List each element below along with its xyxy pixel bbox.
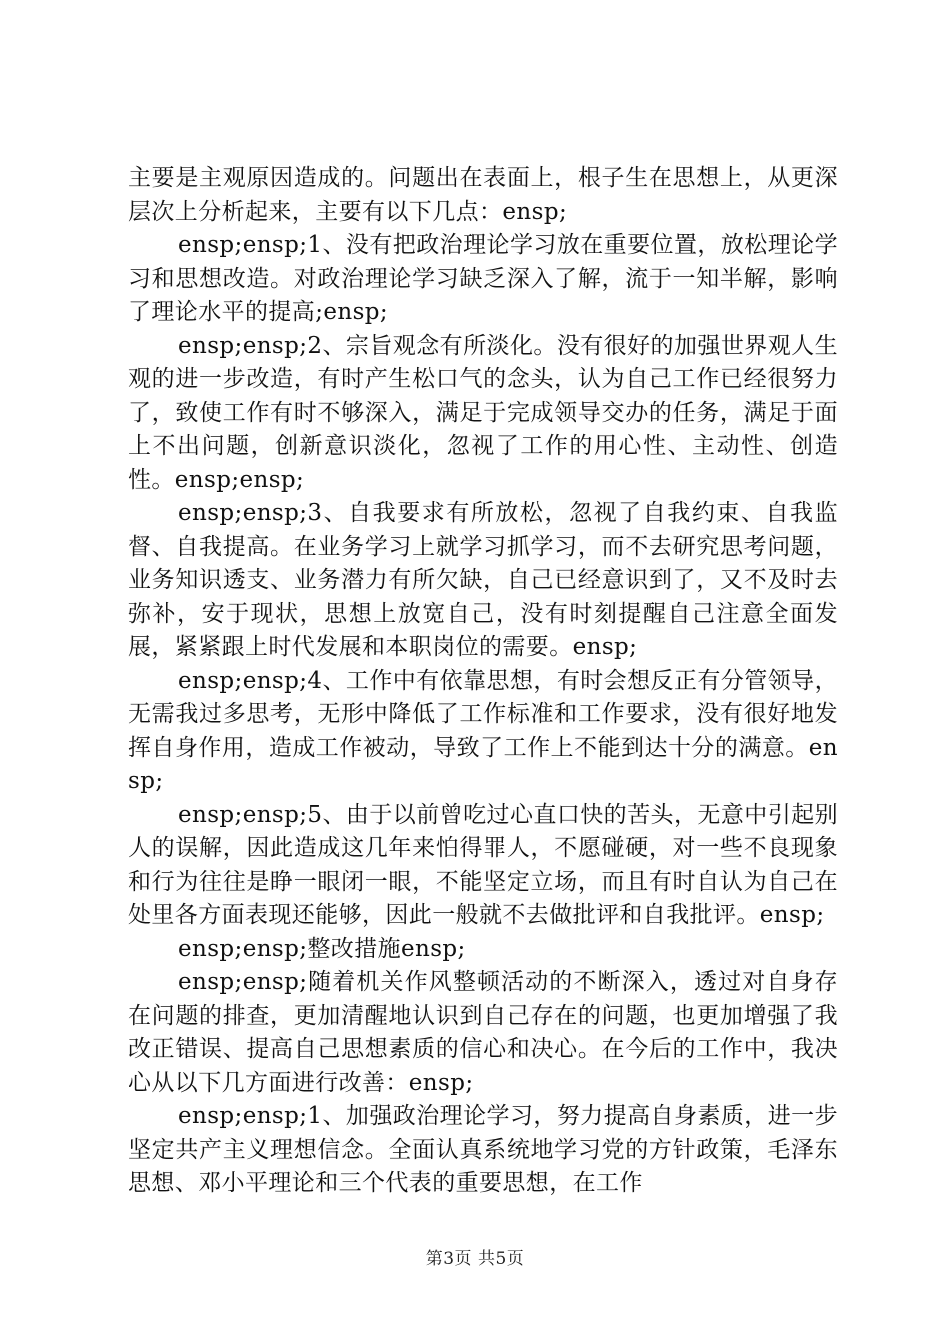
paragraph-point-2: ensp;ensp;2、宗旨观念有所淡化。没有很好的加强世界观人生观的进一步改造，有时产生松口气的念头，认为自己工作已经很努力了，致使工作有时不够深入，满足于完成领导交办的任务，满足于面上不出问题，创新意识淡化，忽视了工作的用心性、主动性、创造性。ensp;ensp; [128,332,838,493]
paragraph-point-3: ensp;ensp;3、自我要求有所放松，忽视了自我约束、自我监督、自我提高。在业务学习上就学习抓学习，而不去研究思考问题，业务知识透支、业务潜力有所欠缺，自己已经意识到了，又不及时去弥补，安于现状，思想上放宽自己，没有时刻提醒自己注意全面发展，紧紧跟上时代发展和本职岗位的需要。ensp; [128,500,838,660]
paragraph-measure-1: ensp;ensp;1、加强政治理论学习，努力提高自身素质，进一步坚定共产主义理想信念。全面认真系统地学习党的方针政策，毛泽东思想、邓小平理论和三个代表的重要思想，在工作 [128,1103,838,1196]
paragraph-continuation: 主要是主观原因造成的。问题出在表面上，根子生在思想上，从更深层次上分析起来，主要有以下几点：ensp; [128,165,838,225]
paragraph-measures-intro: ensp;ensp;随着机关作风整顿活动的不断深入，透过对自身存在问题的排查，更加清醒地认识到自己存在的问题，也更加增强了我改正错误、提高自己思想素质的信心和决心。在今后的工作中，我决心从以下几方面进行改善：ensp; [128,969,838,1096]
paragraph-point-1: ensp;ensp;1、没有把政治理论学习放在重要位置，放松理论学习和思想改造。对政治理论学习缺乏深入了解，流于一知半解，影响了理论水平的提高;ensp; [128,232,838,325]
section-heading-measures: ensp;ensp;整改措施ensp; [178,935,466,962]
document-body [128,162,838,1201]
page-number-footer: 第3页 共5页 [425,1249,525,1269]
paragraph-point-5: ensp;ensp;5、由于以前曾吃过心直口快的苦头，无意中引起别人的误解，因此造成这几年来怕得罪人，不愿碰硬，对一些不良现象和行为往往是睁一眼闭一眼，不能坚定立场，而且有时自认为自己在处里各方面表现还能够，因此一般就不去做批评和自我批评。ensp; [128,801,838,928]
paragraph-point-4: ensp;ensp;4、工作中有依靠思想，有时会想反正有分管领导，无需我过多思考，无形中降低了工作标准和工作要求，没有很好地发挥自身作用，造成工作被动，导致了工作上不能到达十分的满意。ensp; [128,667,838,794]
